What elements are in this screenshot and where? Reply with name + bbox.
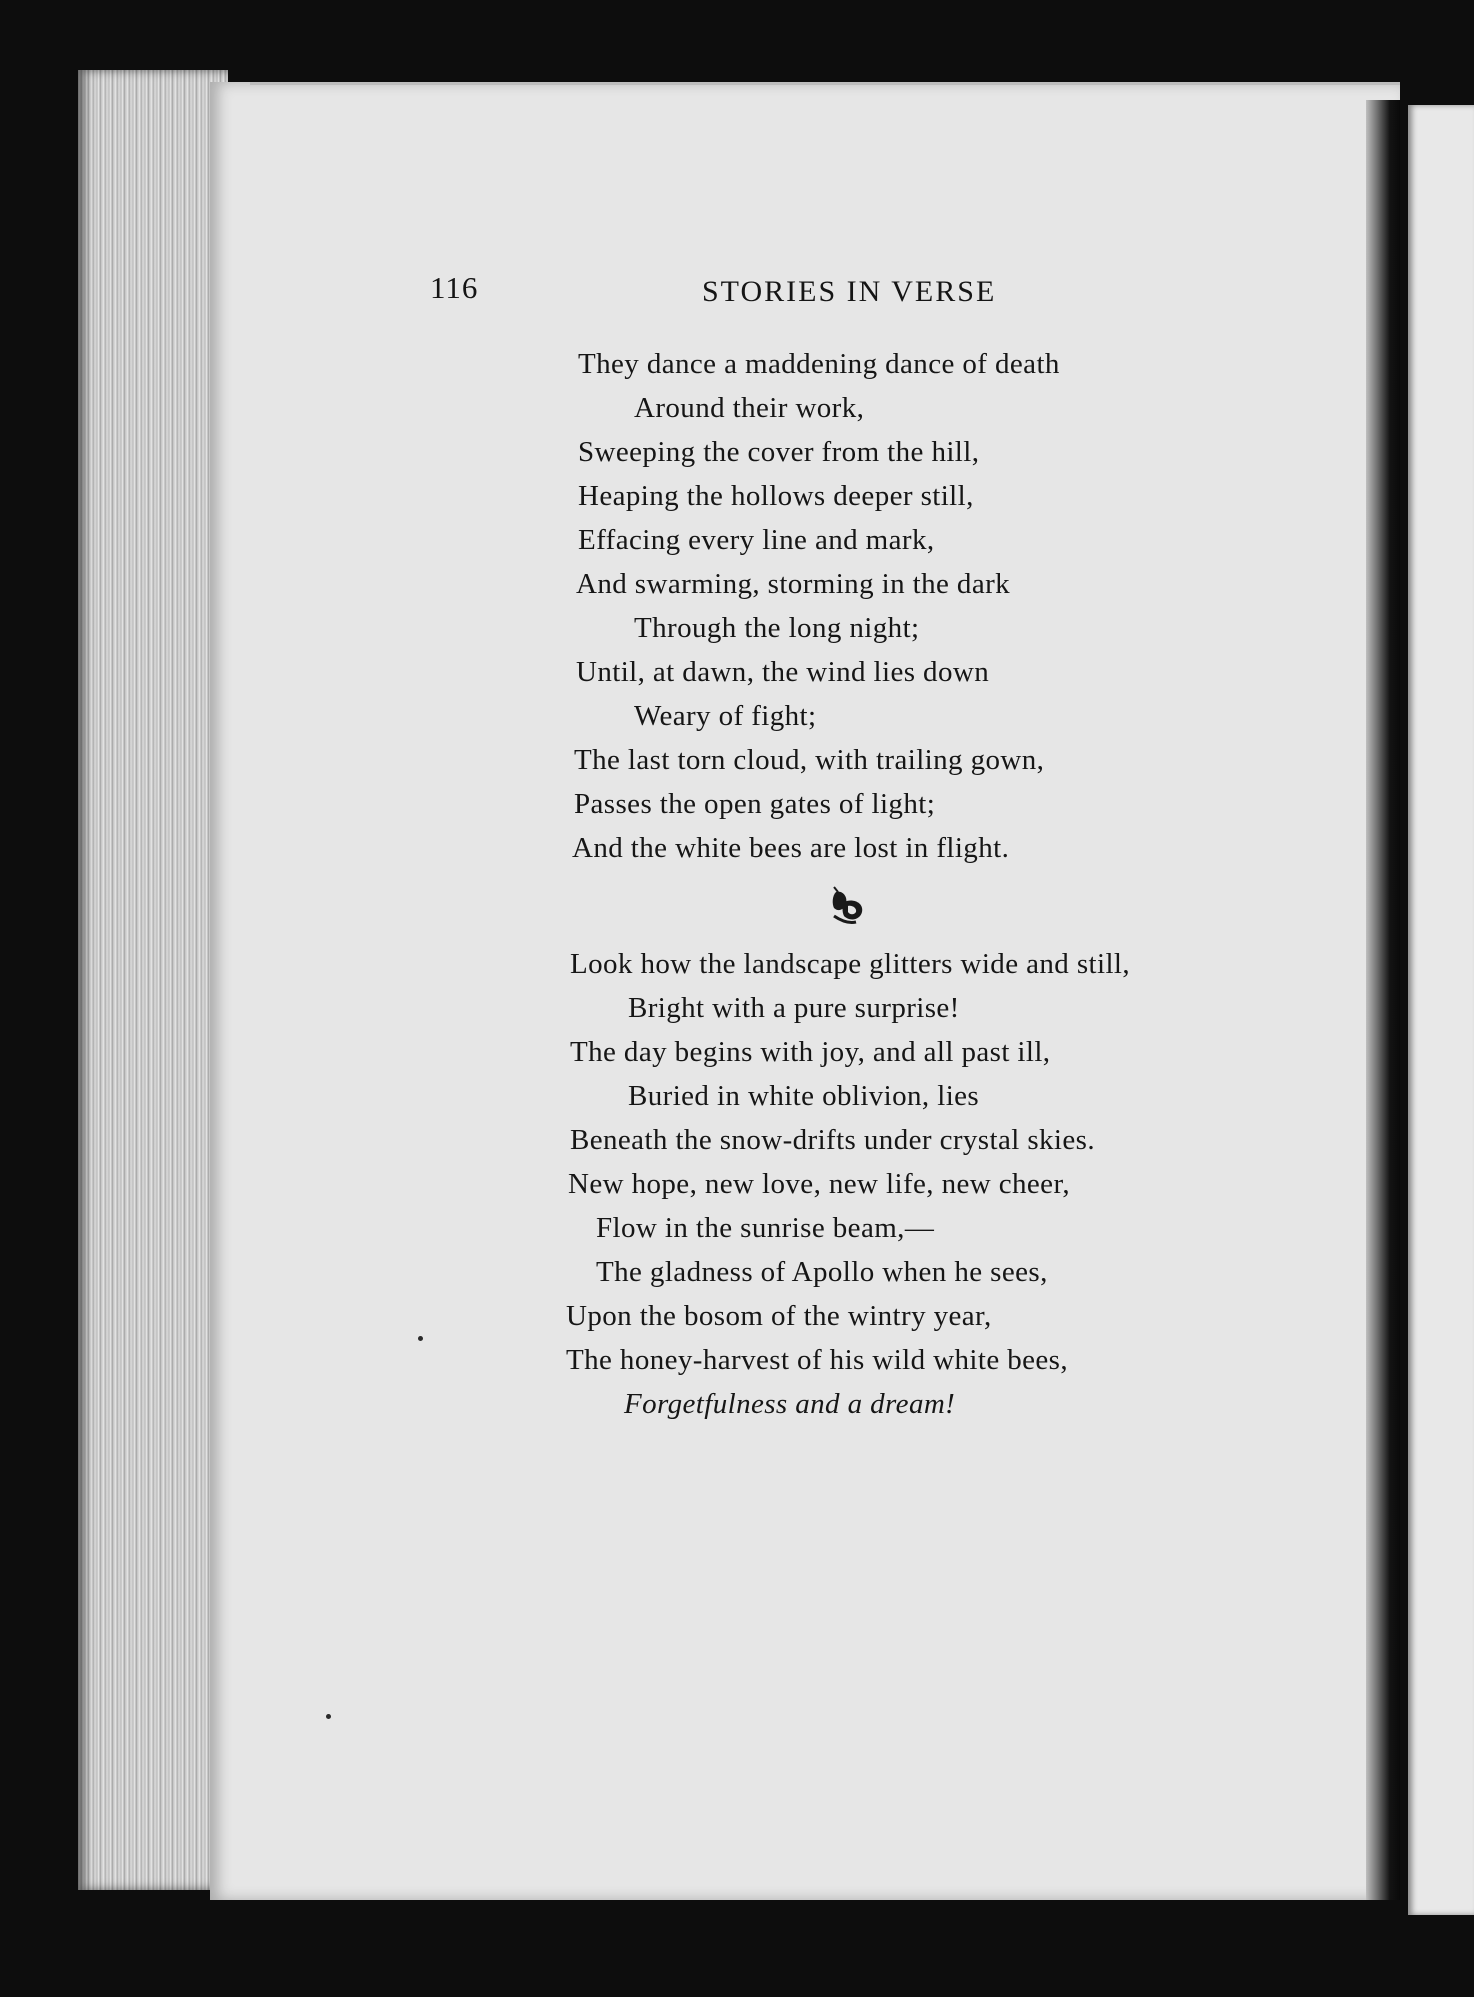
verse-line: Buried in white oblivion, lies [628,1080,980,1112]
verse-line: Weary of fight; [634,700,817,732]
verse-line: New hope, new love, new life, new cheer, [568,1168,1071,1200]
verse-line: And the white bees are lost in flight. [572,832,1010,864]
verse-line: Flow in the sunrise beam,— [596,1212,935,1244]
facing-page-edge [1408,105,1474,1915]
page-top-edge [250,82,1400,85]
verse-line: And swarming, storming in the dark [576,568,1011,600]
page-number: 116 [430,270,479,305]
verse-line: Around their work, [634,392,865,424]
verse-line: The honey-harvest of his wild white bees, [566,1344,1069,1376]
verse-line: Heaping the hollows deeper still, [578,480,974,512]
bee-ornament-icon [826,886,870,930]
verse-line: Upon the bosom of the wintry year, [566,1300,992,1332]
verse-line: Until, at dawn, the wind lies down [576,656,990,688]
verse-line: The last torn cloud, with trailing gown, [574,744,1045,776]
verse-line: Look how the landscape glitters wide and still, [570,948,1131,980]
scan-speck [326,1714,331,1719]
verse-line: They dance a maddening dance of death [578,348,1060,380]
verse-line: The day begins with joy, and all past ill, [570,1036,1051,1068]
scan-speck [418,1336,423,1341]
verse-line: Passes the open gates of light; [574,788,936,820]
verse-line: Effacing every line and mark, [578,524,935,556]
verse-line: Bright with a pure surprise! [628,992,960,1024]
verse-line: Beneath the snow-drifts under crystal skies. [570,1124,1095,1156]
verse-line: The gladness of Apollo when he sees, [596,1256,1048,1288]
verse-line-italic: Forgetfulness and a dream! [624,1388,956,1420]
verse-line: Sweeping the cover from the hill, [578,436,980,468]
book-gutter [1366,100,1400,1900]
verse-line: Through the long night; [634,612,920,644]
running-title: STORIES IN VERSE [702,275,997,308]
page-edges [78,70,228,1890]
